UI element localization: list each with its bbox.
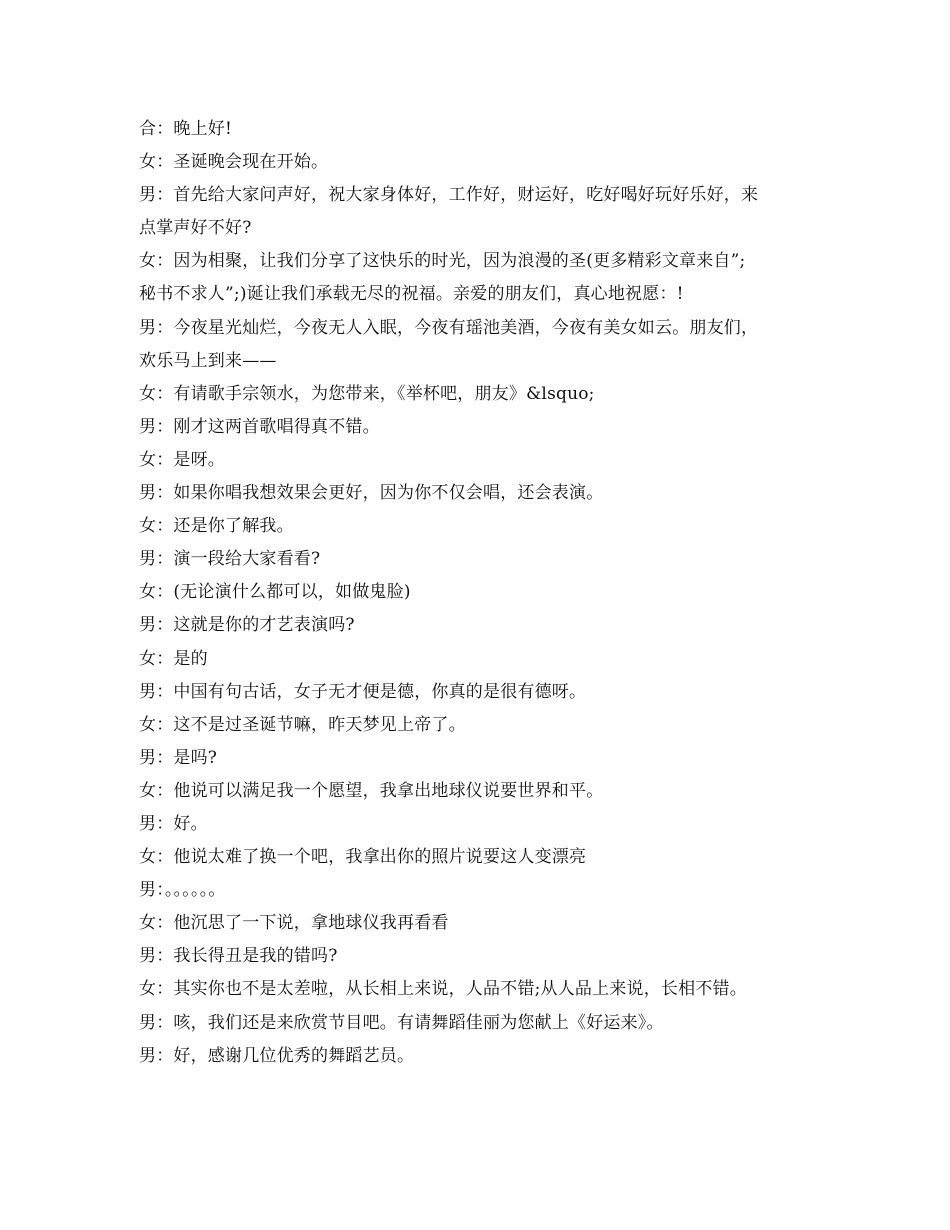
text-line: 男：演一段给大家看看? [139, 549, 321, 570]
text-line: 男：。。。。。。 [139, 880, 226, 901]
text-line: 秘书不求人”;)诞让我们承载无尽的祝福。亲爱的朋友们，真心地祝愿：! [139, 284, 684, 305]
text-line: 男：咳，我们还是来欣赏节目吧。有请舞蹈佳丽为您献上《好运来》。 [139, 1012, 664, 1033]
text-line: 女：他说太难了换一个吧，我拿出你的照片说要这人变漂亮 [139, 847, 587, 868]
text-line: 男：我长得丑是我的错吗? [139, 946, 338, 967]
text-line: 合：晚上好! [139, 119, 233, 139]
text-line: 女：是呀。 [139, 449, 225, 470]
text-line: 男：首先给大家问声好，祝大家身体好，工作好，财运好，吃好喝好玩好乐好，来 [139, 185, 759, 206]
text-line: 女：圣诞晚会现在开始。 [139, 152, 329, 173]
text-line: 男：好。 [139, 813, 208, 834]
text-line: 女：其实你也不是太差啦，从长相上来说，人品不错;从人品上来说，长相不错。 [139, 979, 747, 1000]
text-line: 男：刚才这两首歌唱得真不错。 [139, 416, 380, 437]
text-line: 女：因为相聚，让我们分享了这快乐的时光，因为浪漫的圣(更多精彩文章来自”; [139, 251, 746, 272]
text-line: 男：是吗? [139, 747, 218, 768]
text-line: 女：这不是过圣诞节嘛，昨天梦见上帝了。 [139, 714, 466, 735]
text-line: 女：是的 [139, 648, 208, 669]
text-line: 男：这就是你的才艺表演吗? [139, 615, 355, 636]
text-line: 女：(无论演什么都可以，如做鬼脸) [139, 582, 411, 603]
text-line: 女：他说可以满足我一个愿望，我拿出地球仪说要世界和平。 [139, 780, 604, 801]
text-line: 女：他沉思了一下说，拿地球仪我再看看 [139, 913, 449, 934]
text-line: 女：有请歌手宗领水，为您带来，《举杯吧，朋友》&lsquo; [139, 383, 595, 404]
text-line: 男：好，感谢几位优秀的舞蹈艺员。 [139, 1045, 415, 1066]
text-line: 女：还是你了解我。 [139, 516, 294, 537]
text-line: 男：如果你唱我想效果会更好，因为你不仅会唱，还会表演。 [139, 483, 604, 504]
script-text-body [139, 113, 829, 1073]
text-line: 点掌声好不好? [139, 218, 252, 239]
text-line: 男：中国有句古话，女子无才便是德，你真的是很有德呀。 [139, 681, 587, 702]
text-line: 欢乐马上到来—— [139, 350, 277, 371]
text-line: 男：今夜星光灿烂，今夜无人入眠，今夜有瑶池美酒，今夜有美女如云。朋友们， [139, 317, 759, 338]
